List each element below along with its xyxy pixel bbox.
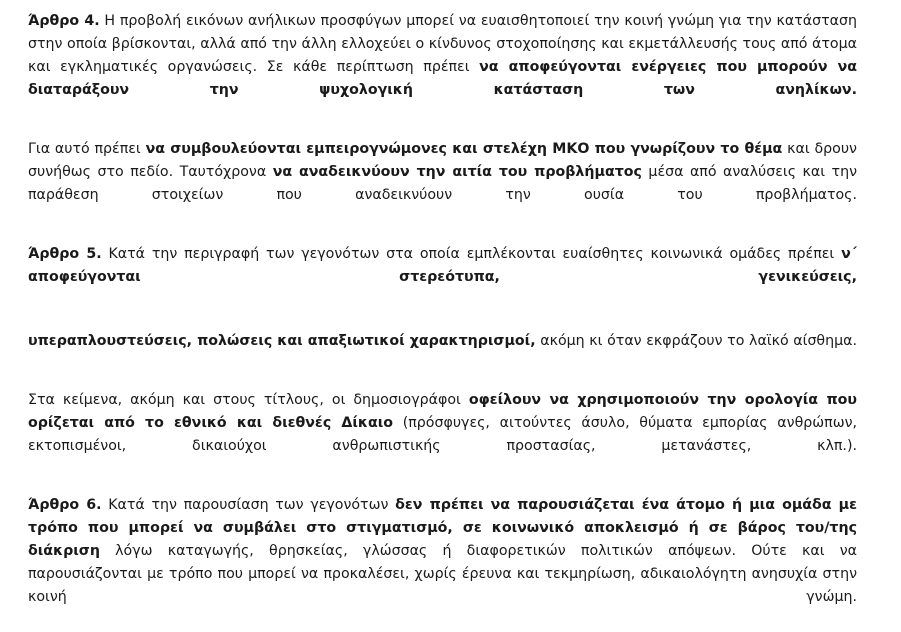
body-text: Κατά την περιγραφή των γεγονότων στα οποία εμπλέκονται ευαίσθητες κοινωνικά ομάδες πρέπει [101,246,842,262]
emphasis-text: ν΄ αποφεύγονται στερεότυπα, γενικεύσεις, [28,246,857,285]
paragraph-article-5 [28,243,857,312]
emphasis-text: οφείλουν να χρησιμοποιούν την ορολογία που ορίζεται από το εθνικό και διεθνές Δίκαιο [28,392,857,431]
paragraph-article-4 [28,10,857,125]
paragraph-paragraph-experts [28,138,857,230]
emphasis-text: Άρθρο 6. [28,497,102,513]
emphasis-text: να αναδεικνύουν την αιτία του προβλήματος [272,164,642,180]
body-text: λόγω καταγωγής, θρησκείας, γλώσσας ή διαφορετικών πολιτικών απόψεων. Ούτε και να παρουσιάζονται με τρόπο που μπορεί να προκαλέσει, χωρίς έρευνα και τεκμηρίωση, αδικαιολόγητη ανησυχία στην κοινή γνώμη. [28,543,857,605]
emphasis-text: Άρθρο 5. [28,246,102,262]
emphasis-text: να συμβουλεύονται εμπειρογνώμονες και στελέχη ΜΚΟ που γνωρίζουν το θέμα [145,141,783,157]
paragraph-article-5-cont [28,330,857,376]
emphasis-text: Άρθρο 4. [28,13,100,29]
body-text: Κατά την παρουσίαση των γεγονότων [101,497,396,513]
paragraph-article-6 [28,494,857,632]
paragraph-paragraph-terminology [28,389,857,481]
body-text: (πρόσφυγες, αιτούντες άσυλο, θύματα εμπορίας ανθρώπων, εκτοπισμένοι, δικαιούχοι ανθρωπιστικής προστασίας, μετανάστες, κλπ.). [28,415,858,454]
emphasis-text: υπεραπλουστεύσεις, πολώσεις και απαξιωτικοί χαρακτηρισμοί, [28,333,536,349]
emphasis-text: δεν πρέπει να παρουσιάζεται ένα άτομο ή μια ομάδα με τρόπο που μπορεί να συμβάλει στο στιγματισμό, σε κοινωνικό αποκλεισμό ή σε βάρος του/της διάκριση [28,497,857,559]
emphasis-text: να αποφεύγονται ενέργειες που μπορούν να διαταράξουν την ψυχολογική κατάσταση των ανηλίκων. [28,59,857,98]
body-text: ακόμη κι όταν εκφράζουν το λαϊκό αίσθημα. [535,333,857,349]
body-text: Για αυτό πρέπει [28,141,146,157]
body-text: Στα κείμενα, ακόμη και στους τίτλους, οι δημοσιογράφοι [28,392,469,408]
body-text: μέσα από αναλύσεις και την παράθεση στοιχείων που αναδεικνύουν την ουσία του προβλήματος. [28,164,857,203]
document-body [28,10,857,632]
body-text: Η προβολή εικόνων ανήλικων προσφύγων μπορεί να ευαισθητοποιεί την κοινή γνώμη για την κατάσταση στην οποία βρίσκονται, αλλά από την άλλη ελλοχεύει ο κίνδυνος στοχοποίησης και εκμετάλλευσής τους από άτομα και εγκληματικές οργανώσεις. Σε κάθε περίπτωση πρέπει [28,13,857,75]
body-text: και δρουν συνήθως στο πεδίο. Ταυτόχρονα [28,141,857,180]
